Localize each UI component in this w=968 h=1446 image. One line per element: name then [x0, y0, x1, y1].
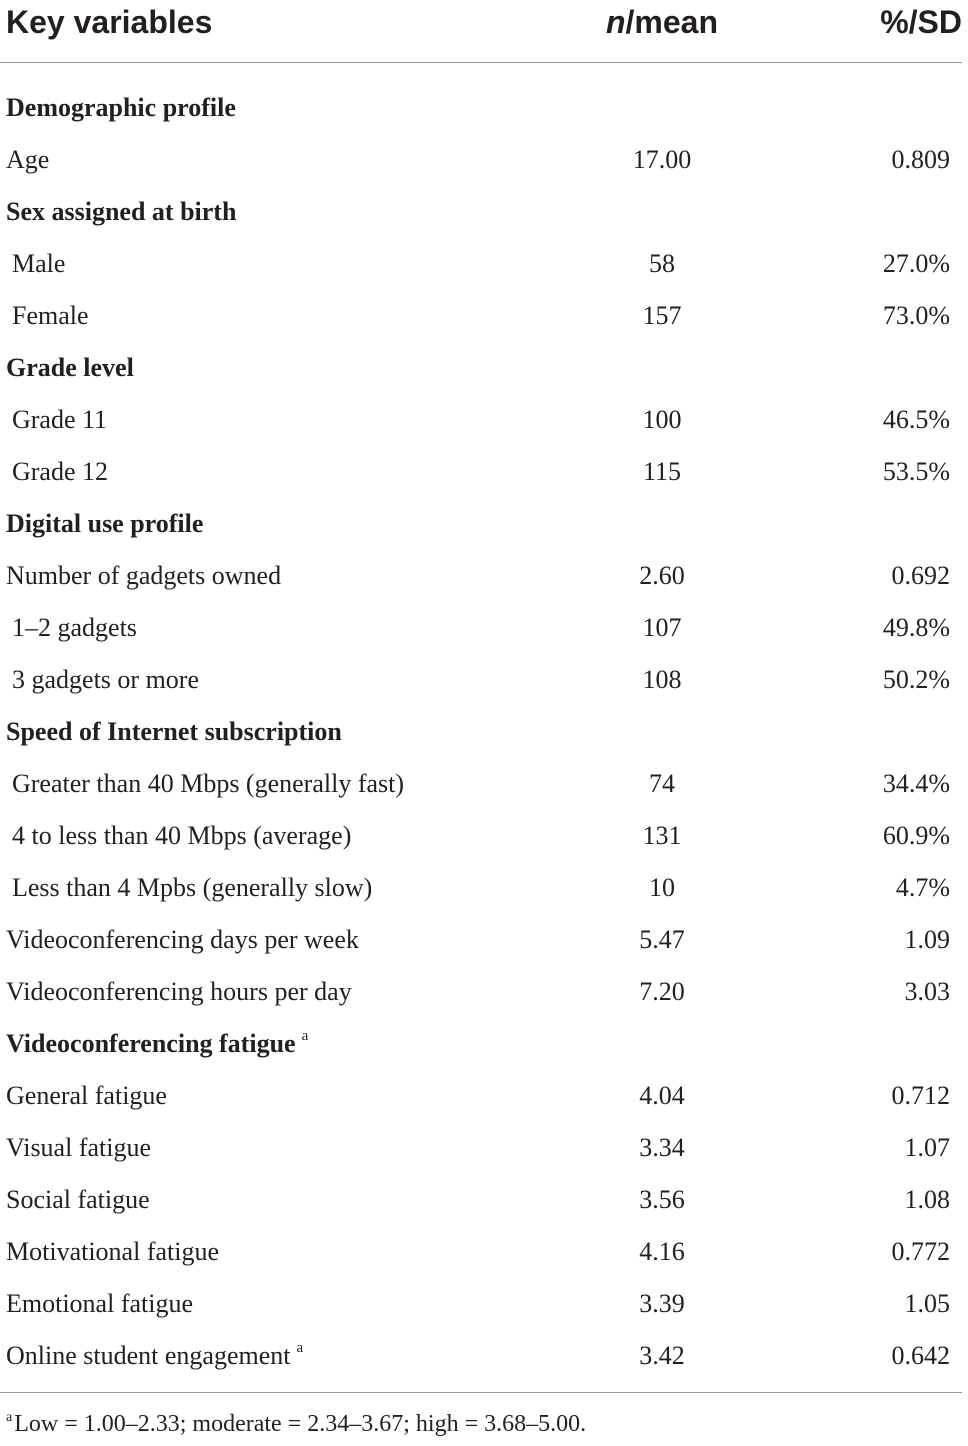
row-label-text: Social fatigue	[6, 1185, 150, 1214]
table-row	[0, 966, 968, 1018]
table-row	[0, 862, 968, 914]
row-label	[12, 810, 351, 862]
row-label-text: Grade 11	[12, 405, 108, 434]
cell-n-mean: 157	[642, 301, 682, 330]
table-row	[0, 1226, 968, 1278]
table-row	[0, 394, 968, 446]
row-label-text: Age	[6, 145, 50, 174]
table-row	[0, 238, 968, 290]
section-heading-row	[0, 82, 968, 134]
cell-percent-sd: 1.05	[904, 1289, 950, 1318]
cell-percent-sd: 73.0%	[882, 301, 950, 330]
table-row	[0, 1330, 968, 1382]
cell-percent-sd: 1.07	[904, 1133, 950, 1162]
cell-n-mean: 108	[642, 665, 682, 694]
cell-percent-sd: 27.0%	[882, 249, 950, 278]
cell-n-mean: 10	[649, 873, 675, 902]
row-label-text: Number of gadgets owned	[6, 561, 282, 590]
cell-percent-sd: 53.5%	[882, 457, 950, 486]
table-header-row	[0, 0, 968, 44]
cell-percent-sd: 0.642	[891, 1341, 950, 1370]
table-row	[0, 1278, 968, 1330]
table-row	[0, 810, 968, 862]
cell-percent-sd: 0.712	[891, 1081, 950, 1110]
cell-n-mean: 58	[649, 249, 675, 278]
row-label-text: Online student engagement	[6, 1341, 291, 1370]
row-label-text: Demographic profile	[6, 93, 236, 122]
cell-n-mean: 3.34	[639, 1133, 685, 1162]
cell-percent-sd: 50.2%	[882, 665, 950, 694]
row-label-text: Male	[12, 249, 66, 278]
row-label	[12, 446, 108, 498]
cell-n-mean: 131	[642, 821, 682, 850]
footnote-reference-mark: a	[296, 1340, 304, 1356]
cell-percent-sd: 1.08	[904, 1185, 950, 1214]
section-heading-row	[0, 498, 968, 550]
footnote-mark: a	[6, 1410, 13, 1425]
header-divider	[0, 62, 962, 63]
table-row	[0, 290, 968, 342]
table-row	[0, 758, 968, 810]
section-heading-row	[0, 706, 968, 758]
row-label-text: Videoconferencing fatigue	[6, 1029, 296, 1058]
row-label	[6, 1226, 219, 1278]
cell-percent-sd: 0.772	[891, 1237, 950, 1266]
row-label-text: 3 gadgets or more	[12, 665, 200, 694]
row-label	[12, 654, 199, 706]
table-row	[0, 446, 968, 498]
row-label-text: Speed of Internet subscription	[6, 717, 342, 746]
table-footnote	[6, 1406, 586, 1442]
row-label-text: Female	[12, 301, 89, 330]
row-label-text: Motivational fatigue	[6, 1237, 220, 1266]
row-label	[6, 498, 203, 550]
cell-n-mean: 4.04	[639, 1081, 685, 1110]
cell-n-mean: 3.56	[639, 1185, 685, 1214]
cell-n-mean: 115	[642, 457, 682, 486]
row-label-text: Grade 12	[12, 457, 109, 486]
row-label	[12, 290, 89, 342]
cell-n-mean: 3.42	[639, 1341, 685, 1370]
cell-percent-sd: 0.692	[891, 561, 950, 590]
cell-n-mean: 4.16	[639, 1237, 685, 1266]
row-label	[6, 1070, 167, 1122]
cell-n-mean: 107	[642, 613, 682, 642]
row-label-text: Digital use profile	[6, 509, 204, 538]
row-label	[12, 862, 372, 914]
row-label	[6, 82, 236, 134]
cell-percent-sd: 0.809	[891, 145, 950, 174]
table-row	[0, 1122, 968, 1174]
cell-n-mean: 100	[642, 405, 682, 434]
row-label	[6, 914, 359, 966]
row-label	[6, 1018, 308, 1070]
row-label	[6, 1278, 193, 1330]
row-label	[6, 966, 352, 1018]
row-label	[6, 1174, 150, 1226]
row-label-text: Emotional fatigue	[6, 1289, 194, 1318]
section-heading-row	[0, 342, 968, 394]
cell-percent-sd: 46.5%	[882, 405, 950, 434]
cell-n-mean: 17.00	[632, 145, 692, 174]
row-label	[6, 1330, 303, 1382]
cell-percent-sd: 3.03	[904, 977, 950, 1006]
row-label	[6, 186, 236, 238]
table-row	[0, 134, 968, 186]
header-mean: /mean	[625, 4, 719, 40]
header-percent-sd: %/SD	[880, 4, 962, 40]
cell-percent-sd: 34.4%	[882, 769, 950, 798]
row-label-text: Sex assigned at birth	[6, 197, 237, 226]
row-label-text: Visual fatigue	[6, 1133, 152, 1162]
table-row	[0, 914, 968, 966]
cell-percent-sd: 60.9%	[882, 821, 950, 850]
cell-n-mean: 5.47	[639, 925, 685, 954]
row-label	[12, 394, 107, 446]
table-row	[0, 550, 968, 602]
row-label-text: Videoconferencing hours per day	[6, 977, 352, 1006]
row-label	[6, 134, 49, 186]
row-label-text: Greater than 40 Mbps (generally fast)	[12, 769, 405, 798]
header-key-variables: Key variables	[6, 4, 213, 40]
section-heading-row	[0, 1018, 968, 1070]
footer-divider	[0, 1392, 962, 1393]
cell-n-mean: 3.39	[639, 1289, 685, 1318]
row-label-text: General fatigue	[6, 1081, 167, 1110]
table-row	[0, 1070, 968, 1122]
row-label	[12, 758, 404, 810]
row-label	[6, 1122, 151, 1174]
header-n-italic: n	[605, 4, 626, 40]
cell-n-mean: 2.60	[639, 561, 685, 590]
table-row	[0, 602, 968, 654]
row-label-text: Less than 4 Mpbs (generally slow)	[12, 873, 373, 902]
footnote-text: Low = 1.00–2.33; moderate = 2.34–3.67; high = 3.68–5.00.	[14, 1411, 587, 1437]
cell-n-mean: 7.20	[639, 977, 685, 1006]
row-label-text: Videoconferencing days per week	[6, 925, 359, 954]
row-label	[12, 602, 137, 654]
row-label	[6, 342, 134, 394]
section-heading-row	[0, 186, 968, 238]
cell-percent-sd: 49.8%	[882, 613, 950, 642]
row-label	[6, 550, 281, 602]
footnote-reference-mark: a	[301, 1028, 309, 1044]
cell-percent-sd: 4.7%	[895, 873, 950, 902]
row-label-text: Grade level	[6, 353, 134, 382]
table-body	[0, 82, 968, 1382]
row-label	[6, 706, 342, 758]
header-n-mean	[562, 0, 762, 44]
row-label-text: 1–2 gadgets	[12, 613, 137, 642]
table-row	[0, 1174, 968, 1226]
cell-percent-sd: 1.09	[904, 925, 950, 954]
row-label	[12, 238, 65, 290]
row-label-text: 4 to less than 40 Mbps (average)	[12, 821, 352, 850]
cell-n-mean: 74	[649, 769, 675, 798]
table-row	[0, 654, 968, 706]
